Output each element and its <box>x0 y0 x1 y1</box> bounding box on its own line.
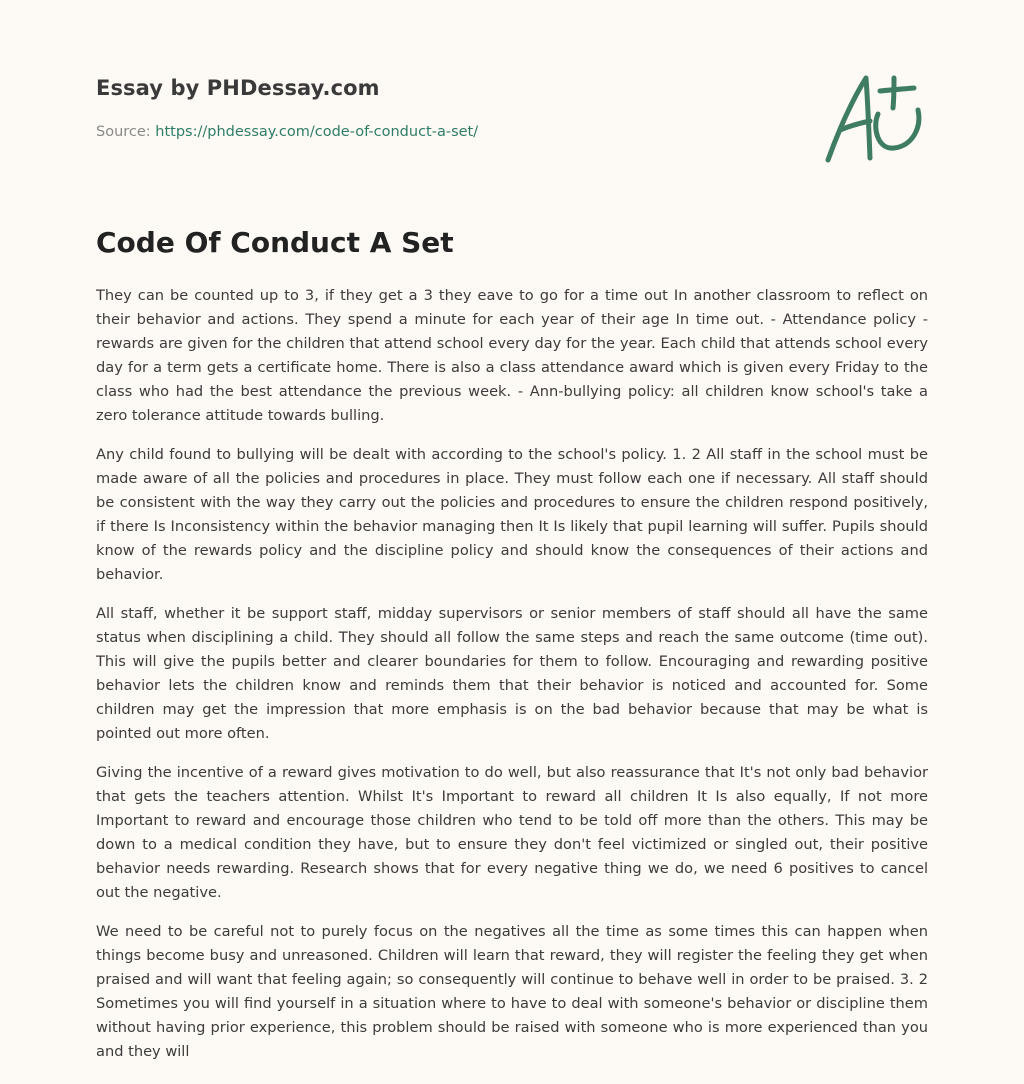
source-line <box>96 124 478 140</box>
essay-title: Code Of Conduct A Set <box>96 226 454 259</box>
a-plus-grade-icon <box>818 66 930 166</box>
essay-paragraph: Any child found to bullying will be dealt with according to the school's policy. 1. 2 All staff in the school must be made aware of all the policies and procedures in place. They must follow each one if necessary. All staff should be consistent with the way they carry out the policies and procedures to ensure the children respond positively, if there Is Inconsistency within the behavior managing then It Is likely that pupil learning will suffer. Pupils should know of the rewards policy and the discipline policy and should know the consequences of their actions and behavior. <box>96 446 928 583</box>
site-title: Essay by PHDessay.com <box>96 76 380 100</box>
essay-body <box>96 284 928 1079</box>
essay-paragraph: All staff, whether it be support staff, midday supervisors or senior members of staff should all have the same status when disciplining a child. They should all follow the same steps and reach the same outcome (time out). This will give the pupils better and clearer boundaries for them to follow. Encouraging and rewarding positive behavior lets the children know and reminds them that their behavior is noticed and accounted for. Some children may get the impression that more emphasis is on the bad behavior because that may be what is pointed out more often. <box>96 605 928 742</box>
essay-paragraph: They can be counted up to 3, if they get a 3 they eave to go for a time out In another classroom to reflect on their behavior and actions. They spend a minute for each year of their age In time out. - Attendance policy - rewards are given for the children that attend school every day for the year. Each child that attends school every day for a term gets a certificate home. There is also a class attendance award which is given every Friday to the class who had the best attendance the previous week. - Ann-bullying policy: all children know school's take a zero tolerance attitude towards bulling. <box>96 287 928 424</box>
essay-paragraph: Giving the incentive of a reward gives motivation to do well, but also reassurance that It's not only bad behavior that gets the teachers attention. Whilst It's Important to reward all children It Is also equally, If not more Important to reward and encourage those children who tend to be told off more than the others. This may be down to a medical condition they have, but to ensure they don't feel victimized or singled out, their positive behavior needs rewarding. Research shows that for every negative thing we do, we need 6 positives to cancel out the negative. <box>96 764 928 901</box>
essay-paragraph: We need to be careful not to purely focus on the negatives all the time as some times this can happen when things become busy and unreasoned. Children will learn that reward, they will register the feeling they get when praised and will want that feeling again; so consequently will continue to behave well in order to be praised. 3. 2 Sometimes you will find yourself in a situation where to have to deal with someone's behavior or discipline them without having prior experience, this problem should be raised with someone who is more experienced than you and they will <box>96 923 928 1060</box>
source-link[interactable]: https://phdessay.com/code-of-conduct-a-set/ <box>155 124 479 140</box>
source-label: Source: <box>96 124 151 140</box>
